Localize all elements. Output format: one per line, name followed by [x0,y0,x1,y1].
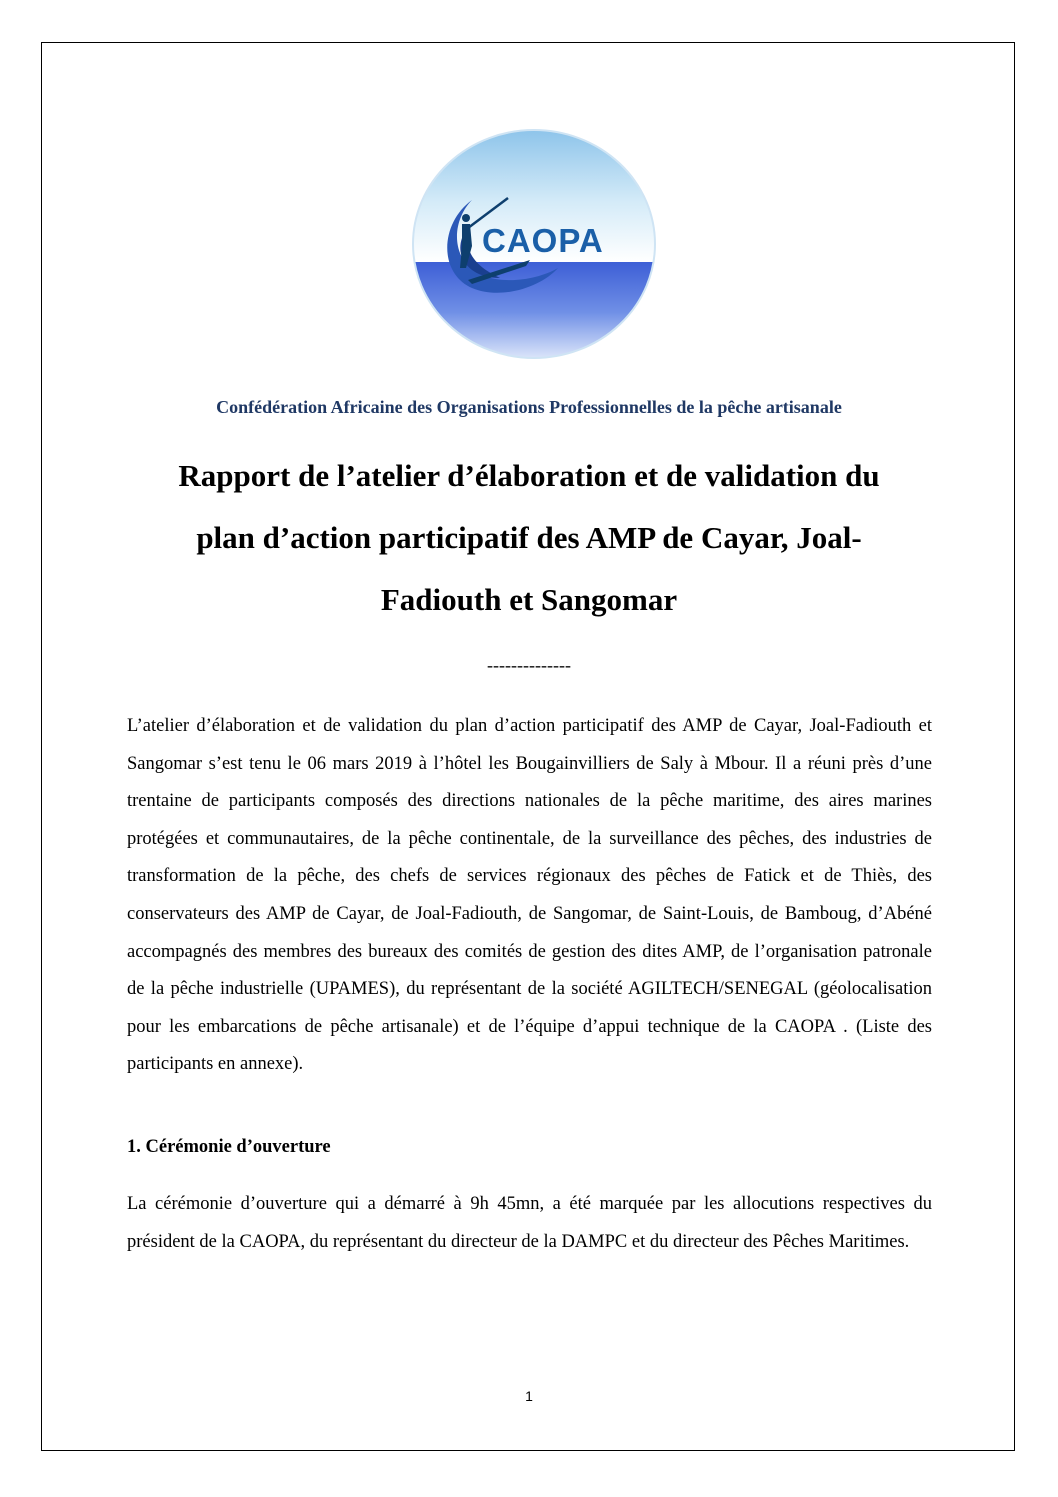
logo-text: CAOPA [482,222,604,259]
title-line-2: plan d’action participatif des AMP de Cayar, Joal- [196,520,862,555]
title-line-3: Fadiouth et Sangomar [380,582,678,617]
opening-ceremony-paragraph: La cérémonie d’ouverture qui a démarré à 9h 45mn, a été marquée par les allocutions respectives du président de la CAOPA, du représentant du directeur de la DAMPC et du directeur des Pêches Maritimes. [127,1194,932,1252]
title-line-1: Rapport de l’atelier d’élaboration et de validation du [178,458,880,493]
document-title [110,445,948,631]
organization-name: Confédération Africaine des Organisations Professionnelles de la pêche artisanale [216,397,842,417]
title-separator: -------------- [487,655,571,675]
caopa-logo [410,128,658,360]
page-number: 1 [525,1388,533,1404]
section-heading-opening-ceremony: 1. Cérémonie d’ouverture [127,1137,331,1157]
intro-paragraph: L’atelier d’élaboration et de validation du plan d’action participatif des AMP de Cayar, Joal-Fadiouth et Sangomar s’est tenu le 06 mars 2019 à l’hôtel les Bougainvilliers de Saly à Mbour. Il a réuni près d’une trentaine de participants composés des directions nationales de la pêche maritime, des aires marines protégées et communautaires, de la pêche continentale, de la surveillance des pêches, des industries de transformation de la pêche, des chefs de services régionaux des pêches de Fatick et de Thiès, des conservateurs des AMP de Cayar, de Joal-Fadiouth, de Sangomar, de Saint-Louis, de Bamboug, d’Abéné accompagnés des membres des bureaux des comités de gestion des dites AMP, de l’organisation patronale de la pêche industrielle (UPAMES), du représentant de la société AGILTECH/SENEGAL (géolocalisation pour les embarcations de pêche artisanale) et de l’équipe d’appui technique de la CAOPA . (Liste des participants en annexe). [127,716,932,1075]
